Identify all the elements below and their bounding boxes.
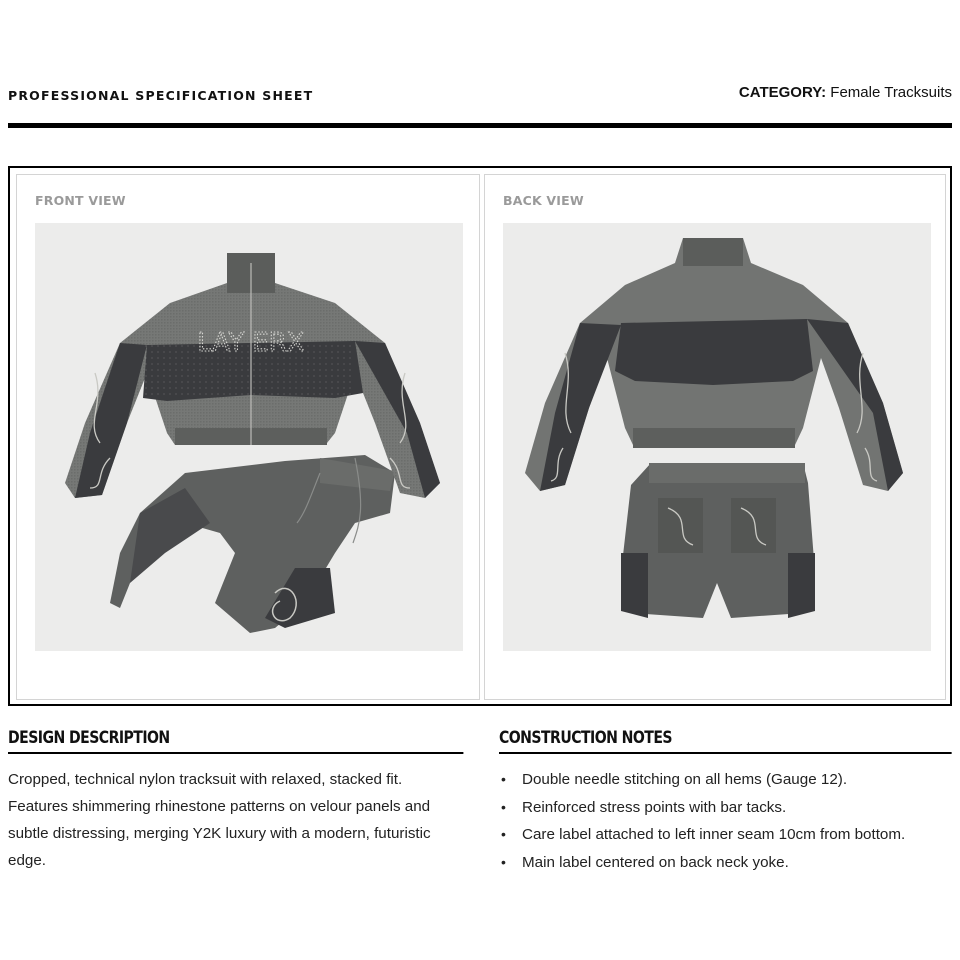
back-view-label: BACK VIEW [503, 193, 584, 208]
front-view-label: FRONT VIEW [35, 193, 126, 208]
header [8, 84, 952, 108]
design-description-title: DESIGN DESCRIPTION [8, 728, 464, 754]
category [739, 84, 952, 101]
design-description-text: Cropped, technical nylon tracksuit with relaxed, stacked fit. Features shimmering rhinestone patterns on velour panels and subtle distressing, merging Y2K luxury with a modern, futuristic edge. [8, 771, 431, 869]
front-view-panel [16, 174, 480, 700]
construction-notes-list [499, 766, 952, 876]
sheet-title: PROFESSIONAL SPECIFICATION SHEET [8, 88, 314, 103]
header-divider [8, 123, 952, 128]
construction-note: • Reinforced stress points with bar tacks. [499, 794, 952, 822]
front-view-photo [35, 223, 463, 651]
category-value: Female Tracksuits [830, 84, 952, 101]
construction-notes-section [499, 728, 952, 876]
construction-notes-title: CONSTRUCTION NOTES [499, 728, 952, 754]
design-description-section [8, 728, 464, 874]
views-frame [8, 166, 952, 706]
back-view-photo [503, 223, 931, 651]
construction-note: • Main label centered on back neck yoke. [499, 849, 952, 877]
category-label: CATEGORY: [738, 84, 827, 101]
construction-note: • Double needle stitching on all hems (Gauge 12). [499, 766, 952, 794]
brand-mark: LAY ERX [197, 328, 305, 358]
back-view-panel [484, 174, 946, 700]
construction-note: • Care label attached to left inner seam 10cm from bottom. [499, 821, 952, 849]
